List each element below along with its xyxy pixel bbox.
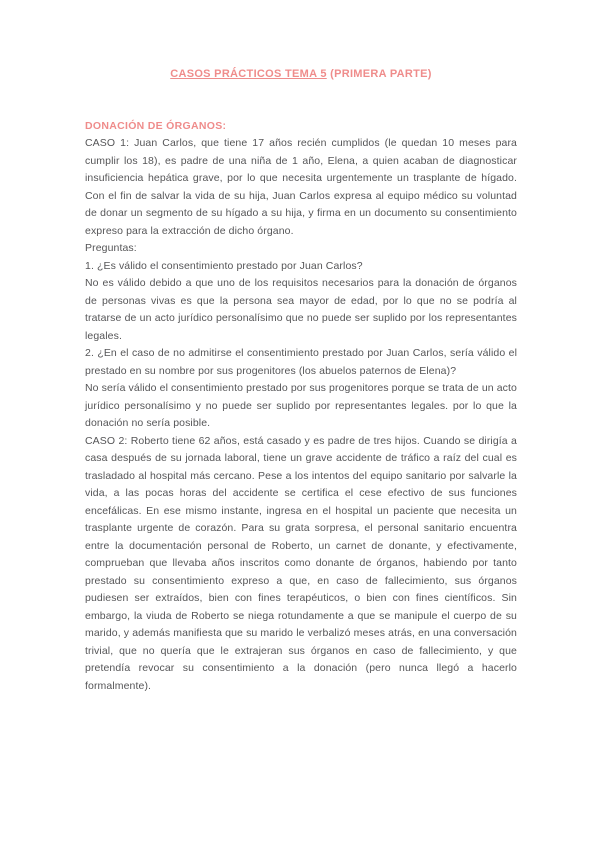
- answer-1: No es válido debido a que uno de los requisitos necesarios para la donación de órganos de personas vivas es que la persona sea mayor de edad, por lo que no se podría al tratarse de un acto jurídico personalísimo que no puede ser suplido por los representantes legales.: [85, 277, 517, 342]
- section-heading: DONACIÓN DE ÓRGANOS:: [85, 119, 227, 132]
- question-1: 1. ¿Es válido el consentimiento prestado por Juan Carlos?: [85, 259, 363, 272]
- case1-paragraph: CASO 1: Juan Carlos, que tiene 17 años recién cumplidos (le quedan 10 meses para cumplir los 18), es padre de una niña de 1 año, Elena, a quien acaban de diagnosticar insuficiencia hepática grave, por lo que necesita urgentemente un trasplante de hígado. Con el fin de salvar la vida de su hija, Juan Carlos expresa al equipo médico su voluntad de donar un segmento de su hígado a su hija, y firma en un documento su consentimiento expreso para la extracción de dicho órgano.: [85, 137, 517, 237]
- questions-label: Preguntas:: [85, 242, 137, 254]
- document-title-underlined: CASOS PRÁCTICOS TEMA 5: [170, 68, 327, 80]
- question-2: 2. ¿En el caso de no admitirse el consentimiento prestado por Juan Carlos, sería válido el prestado en su nombre por sus progenitores (los abuelos paternos de Elena)?: [85, 347, 517, 377]
- answer-2: No sería válido el consentimiento prestado por sus progenitores porque se trata de un acto jurídico personalísimo y no puede ser suplido por representantes legales. por lo que la donación no sería posible.: [85, 382, 517, 429]
- document-title-suffix: (PRIMERA PARTE): [326, 68, 432, 80]
- document-title: [85, 66, 517, 84]
- case2-paragraph: CASO 2: Roberto tiene 62 años, está casado y es padre de tres hijos. Cuando se dirigía a casa después de su jornada laboral, tiene un grave accidente de tráfico a raíz del cual es trasladado al hospital más cercano. Pese a los intentos del equipo sanitario por salvarle la vida, a las pocas horas del accidente se certifica el cese efectivo de sus funciones encefálicas. En ese mismo instante, ingresa en el hospital un paciente que necesita un trasplante urgente de corazón. Para su grata sorpresa, el personal sanitario encuentra entre la documentación personal de Roberto, un carnet de donante, y efectivamente, comprueban que llevaba años inscritos como donante de órganos, habiendo por tanto prestado su consentimiento expreso a que, en caso de fallecimiento, sus órganos pudiesen ser extraídos, bien con fines terapéuticos, o bien con fines científicos. Sin embargo, la viuda de Roberto se niega rotundamente a que se manipule el cuerpo de su marido, y además manifiesta que su marido le verbalizó meses atrás, en una conversación trivial, que no quería que le extrajeran sus órganos en caso de fallecimiento, y que pretendía revocar su consentimiento a la donación (pero nunca llegó a hacerlo formalmente).: [85, 434, 517, 692]
